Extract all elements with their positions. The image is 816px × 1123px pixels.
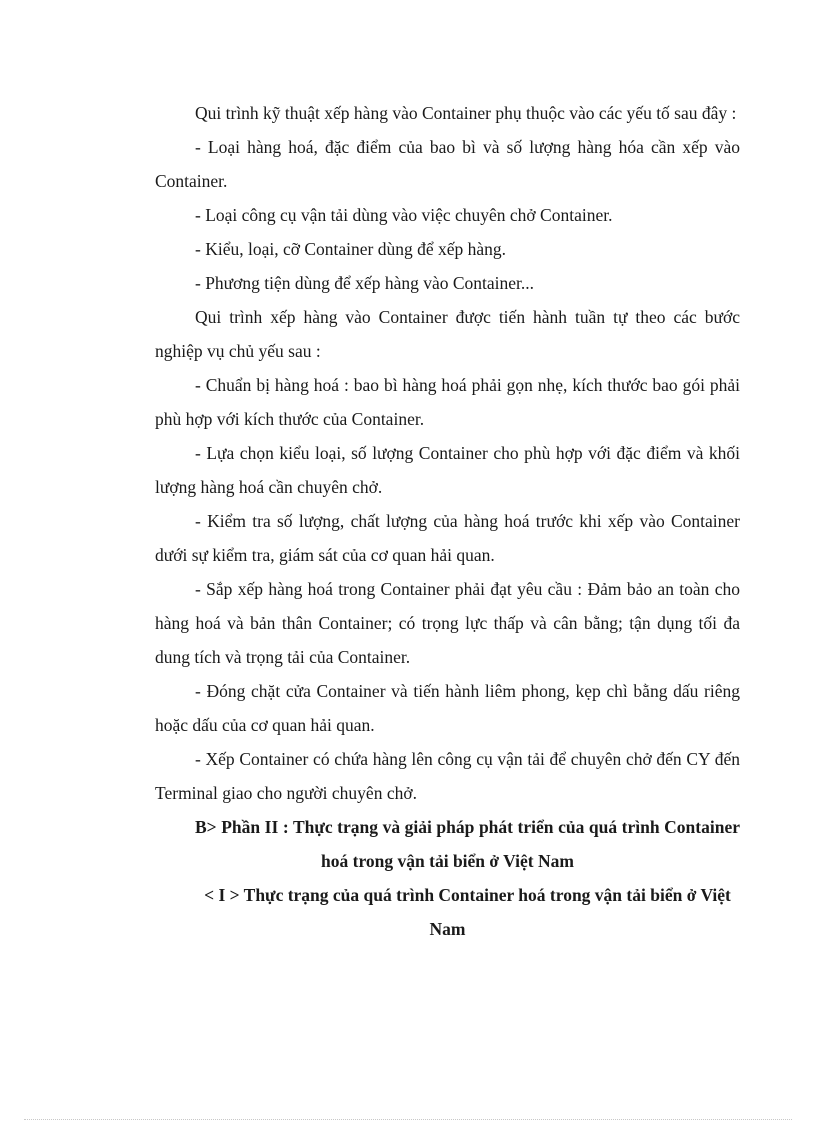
paragraph-factor-loading-means: - Phương tiện dùng để xếp hàng vào Container... bbox=[195, 273, 535, 293]
part-heading: B> Phần II : Thực trạng và giải pháp phát triển của quá trình Container hoá trong vận tải biển ở Việt Nam bbox=[195, 817, 740, 871]
paragraph-step-seal: - Đóng chặt cửa Container và tiến hành liêm phong, kẹp chì bằng dấu riêng hoặc dấu của cơ quan hải quan. bbox=[155, 681, 740, 735]
paragraph-step-select: - Lựa chọn kiểu loại, số lượng Container cho phù hợp với đặc điểm và khối lượng hàng hoá cần chuyên chở. bbox=[155, 443, 740, 497]
paragraph-step-prepare: - Chuẩn bị hàng hoá : bao bì hàng hoá phải gọn nhẹ, kích thước bao gói phải phù hợp với kích thước của Container. bbox=[155, 375, 740, 429]
paragraph-steps-intro: Qui trình xếp hàng vào Container được tiến hành tuần tự theo các bước nghiệp vụ chủ yếu sau : bbox=[155, 307, 740, 361]
paragraph-step-arrange: - Sắp xếp hàng hoá trong Container phải đạt yêu cầu : Đảm bảo an toàn cho hàng hoá và bản thân Container; có trọng lực thấp và cân bằng; tận dụng tối đa dung tích và trọng tải của Container. bbox=[155, 579, 740, 667]
paragraph-step-load: - Xếp Container có chứa hàng lên công cụ vận tải để chuyên chở đến CY đến Terminal giao cho người chuyên chở. bbox=[155, 749, 740, 803]
document-body bbox=[155, 96, 740, 946]
page-bottom-divider bbox=[24, 1119, 792, 1120]
paragraph-intro: Qui trình kỹ thuật xếp hàng vào Container phụ thuộc vào các yếu tố sau đây : bbox=[195, 103, 737, 123]
paragraph-factor-goods: - Loại hàng hoá, đặc điểm của bao bì và số lượng hàng hóa cần xếp vào Container. bbox=[155, 137, 740, 191]
paragraph-step-inspect: - Kiểm tra số lượng, chất lượng của hàng hoá trước khi xếp vào Container dưới sự kiểm tra, giám sát của cơ quan hải quan. bbox=[155, 511, 740, 565]
section-heading: < I > Thực trạng của quá trình Container hoá trong vận tải biển ở Việt Nam bbox=[204, 885, 731, 939]
paragraph-factor-transport: - Loại công cụ vận tải dùng vào việc chuyên chở Container. bbox=[195, 205, 613, 225]
paragraph-factor-container-type: - Kiểu, loại, cỡ Container dùng để xếp hàng. bbox=[195, 239, 507, 259]
